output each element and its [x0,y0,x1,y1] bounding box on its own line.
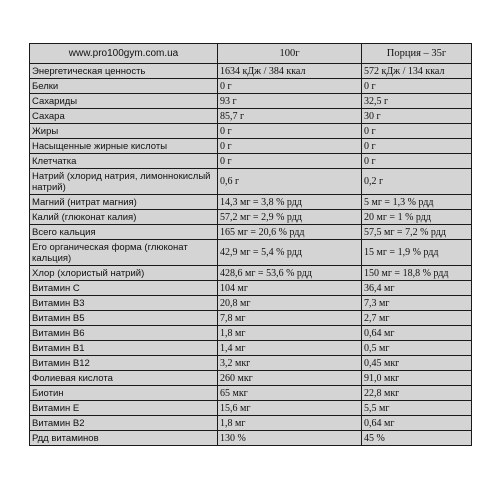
table-row [30,416,472,431]
nutrient-name: Жиры [30,124,218,139]
nutrient-name: Рдд витаминов [30,431,218,446]
value-per-portion: 30 г [362,109,472,124]
value-per-100g: 85,7 г [218,109,362,124]
nutrient-name: Хлор (хлористый натрий) [30,266,218,281]
nutrient-name: Его органическая форма (глюконат кальция) [30,240,218,266]
value-per-portion: 0 г [362,79,472,94]
value-per-portion: 7,3 мг [362,296,472,311]
value-per-100g: 0 г [218,124,362,139]
nutrient-name: Витамин С [30,281,218,296]
nutrient-name: Всего кальция [30,225,218,240]
value-per-portion: 36,4 мг [362,281,472,296]
nutrient-name: Витамин В6 [30,326,218,341]
table-body [30,44,472,446]
nutrient-name: Энергетическая ценность [30,64,218,79]
value-per-portion: 57,5 мг = 7,2 % рдд [362,225,472,240]
table-row [30,386,472,401]
nutrient-name: Витамин В5 [30,311,218,326]
value-per-100g: 20,8 мг [218,296,362,311]
value-per-portion: 0 г [362,139,472,154]
value-per-portion: 0 г [362,124,472,139]
table-header-row [30,44,472,64]
nutrient-name: Биотин [30,386,218,401]
value-per-100g: 1,8 мг [218,416,362,431]
value-per-portion: 2,7 мг [362,311,472,326]
value-per-portion: 5,5 мг [362,401,472,416]
nutrient-name: Витамин Е [30,401,218,416]
table-row [30,311,472,326]
table-row [30,139,472,154]
value-per-100g: 3,2 мкг [218,356,362,371]
table-row [30,326,472,341]
nutrient-name: Калий (глюконат калия) [30,210,218,225]
value-per-100g: 0 г [218,79,362,94]
table-row [30,64,472,79]
value-per-portion: 32,5 г [362,94,472,109]
table-row [30,296,472,311]
nutrient-name: Белки [30,79,218,94]
value-per-100g: 104 мг [218,281,362,296]
value-per-portion: 0,45 мкг [362,356,472,371]
value-per-portion: 0 г [362,154,472,169]
value-per-portion: 0,5 мг [362,341,472,356]
value-per-100g: 0,6 г [218,169,362,195]
nutrient-name: Витамин В1 [30,341,218,356]
value-per-portion: 0,2 г [362,169,472,195]
value-per-100g: 14,3 мг = 3,8 % рдд [218,195,362,210]
nutrient-name: Клетчатка [30,154,218,169]
site-url: www.pro100gym.com.ua [30,44,218,64]
nutrient-name: Сахара [30,109,218,124]
table-row [30,79,472,94]
column-header-100g: 100г [218,44,362,64]
table-row [30,154,472,169]
table-row [30,401,472,416]
value-per-100g: 57,2 мг = 2,9 % рдд [218,210,362,225]
nutrient-name: Магний (нитрат магния) [30,195,218,210]
value-per-100g: 15,6 мг [218,401,362,416]
table-row [30,281,472,296]
table-row [30,341,472,356]
value-per-100g: 0 г [218,154,362,169]
nutrition-table [29,43,472,446]
value-per-100g: 1,4 мг [218,341,362,356]
nutrient-name: Витамин В3 [30,296,218,311]
value-per-portion: 45 % [362,431,472,446]
table-row [30,266,472,281]
value-per-100g: 130 % [218,431,362,446]
table-row [30,210,472,225]
value-per-100g: 1634 кДж / 384 ккал [218,64,362,79]
nutrient-name: Сахариды [30,94,218,109]
value-per-100g: 65 мкг [218,386,362,401]
value-per-100g: 0 г [218,139,362,154]
table-row [30,94,472,109]
column-header-portion: Порция – 35г [362,44,472,64]
value-per-portion: 572 кДж / 134 ккал [362,64,472,79]
value-per-100g: 165 мг = 20,6 % рдд [218,225,362,240]
value-per-100g: 7,8 мг [218,311,362,326]
nutrient-name: Насыщенные жирные кислоты [30,139,218,154]
value-per-portion: 22,8 мкг [362,386,472,401]
value-per-100g: 428,6 мг = 53,6 % рдд [218,266,362,281]
table-row [30,195,472,210]
value-per-100g: 260 мкг [218,371,362,386]
table-row [30,109,472,124]
value-per-portion: 0,64 мг [362,416,472,431]
table-row [30,431,472,446]
value-per-100g: 1,8 мг [218,326,362,341]
table-row [30,169,472,195]
value-per-portion: 5 мг = 1,3 % рдд [362,195,472,210]
nutrient-name: Витамин В2 [30,416,218,431]
value-per-100g: 93 г [218,94,362,109]
value-per-portion: 91,0 мкг [362,371,472,386]
table-row [30,124,472,139]
table-row [30,371,472,386]
value-per-100g: 42,9 мг = 5,4 % рдд [218,240,362,266]
table-row [30,356,472,371]
table-row [30,240,472,266]
table-row [30,225,472,240]
nutrient-name: Витамин В12 [30,356,218,371]
value-per-portion: 15 мг = 1,9 % рдд [362,240,472,266]
nutrient-name: Фолиевая кислота [30,371,218,386]
value-per-portion: 20 мг = 1 % рдд [362,210,472,225]
nutrient-name: Натрий (хлорид натрия, лимоннокислый натрий) [30,169,218,195]
value-per-portion: 150 мг = 18,8 % рдд [362,266,472,281]
value-per-portion: 0,64 мг [362,326,472,341]
